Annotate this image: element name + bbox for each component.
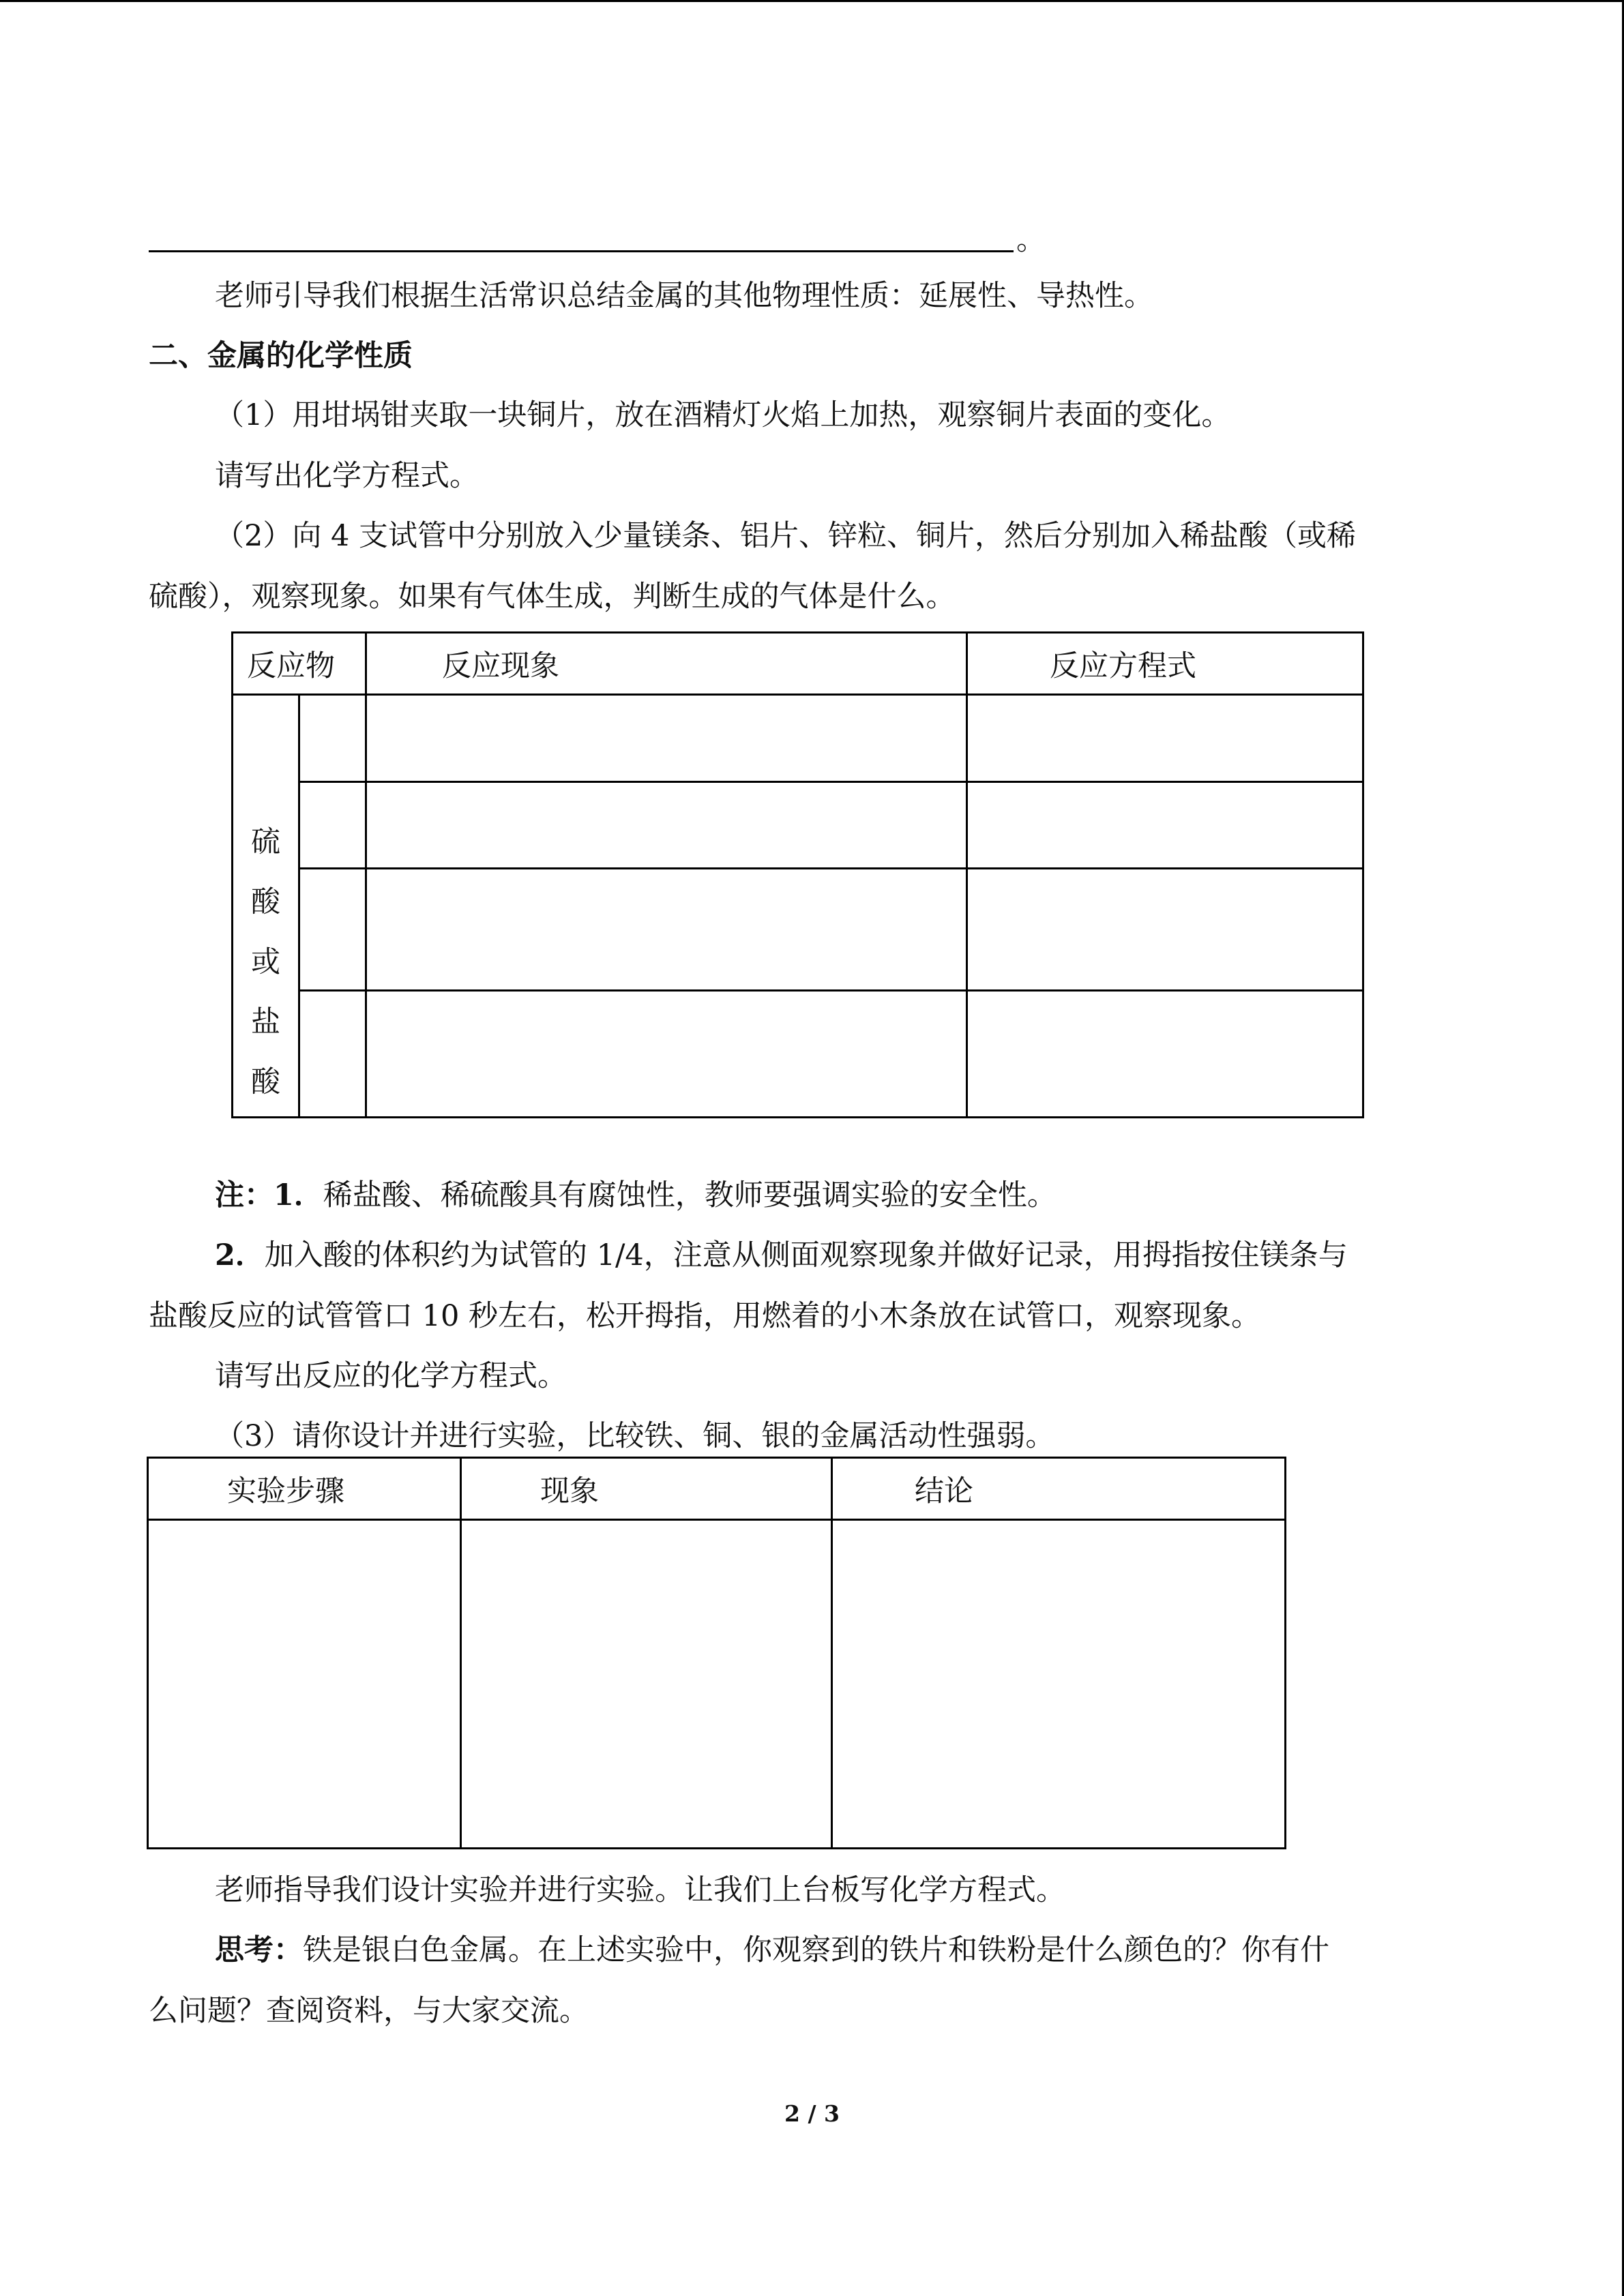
table-cell [832, 1520, 1286, 1849]
note2 [215, 1235, 1348, 1276]
acid-char: 硫 [251, 825, 280, 859]
teacher-summary-text: 老师引导我们根据生活常识总结金属的其他物理性质：延展性、导热性。 [215, 279, 1153, 313]
activity-experiment-table [147, 1457, 1286, 1849]
table-cell [299, 695, 366, 782]
table-cell [366, 695, 967, 782]
acid-label-cell [233, 695, 299, 1118]
table-cell [461, 1520, 832, 1849]
table-cell [967, 869, 1363, 991]
header-reactant: 反应物 [233, 633, 366, 695]
think-text: 铁是银白色金属。在上述实验中，你观察到的铁片和铁粉是什么颜色的？你有什 [303, 1933, 1329, 1967]
note2-label: 2． [215, 1238, 265, 1272]
think-label: 思考： [215, 1933, 303, 1967]
table-cell [967, 781, 1363, 869]
note2-line2: 盐酸反应的试管管口 10 秒左右，松开拇指，用燃着的小木条放在试管口，观察现象。 [149, 1299, 1261, 1333]
note1 [215, 1175, 1057, 1216]
table-cell [967, 991, 1363, 1118]
header-steps: 实验步骤 [148, 1458, 461, 1520]
table-cell [299, 781, 366, 869]
page-number: 2 / 3 [784, 2100, 840, 2127]
header-phenomenon: 反应现象 [366, 633, 967, 695]
step1-text: （1）用坩埚钳夹取一块铜片，放在酒精灯火焰上加热，观察铜片表面的变化。 [215, 398, 1231, 432]
header-conclusion: 结论 [832, 1458, 1286, 1520]
acid-reaction-table [231, 631, 1364, 1118]
acid-char: 酸 [251, 1065, 280, 1099]
blank-period: 。 [1016, 223, 1046, 257]
table-cell [967, 695, 1363, 782]
think-question [215, 1930, 1329, 1971]
note2-text: 加入酸的体积约为试管的 1/4，注意从侧面观察现象并做好记录，用拇指按住镁条与 [264, 1238, 1348, 1272]
table-cell [299, 991, 366, 1118]
note1-label: 注：1． [215, 1178, 323, 1212]
acid-char: 酸 [251, 885, 280, 919]
step2-text-line2: 硫酸），观察现象。如果有气体生成，判断生成的气体是什么。 [149, 580, 956, 614]
think-question-line2: 么问题？查阅资料，与大家交流。 [149, 1994, 589, 2028]
step3-text: （3）请你设计并进行实验，比较铁、铜、银的金属活动性强弱。 [215, 1419, 1055, 1453]
table-cell [299, 869, 366, 991]
table-cell [148, 1520, 461, 1849]
page-top-border [0, 0, 1624, 2]
section-heading-chemical-properties: 二、金属的化学性质 [149, 339, 413, 373]
step2-text-line1: （2）向 4 支试管中分别放入少量镁条、铝片、锌粒、铜片，然后分别加入稀盐酸（或稀 [215, 519, 1357, 553]
step1-prompt: 请写出化学方程式。 [215, 459, 479, 493]
answer-blank-line [149, 250, 1014, 252]
table-cell [366, 869, 967, 991]
reaction-prompt: 请写出反应的化学方程式。 [215, 1359, 567, 1393]
acid-char: 盐 [251, 1005, 280, 1039]
teacher-guide-text: 老师指导我们设计实验并进行实验。让我们上台板写化学方程式。 [215, 1873, 1065, 1907]
header-observation: 现象 [461, 1458, 832, 1520]
table-cell [366, 991, 967, 1118]
table-cell [366, 781, 967, 869]
acid-char: 或 [251, 945, 280, 979]
note1-text: 稀盐酸、稀硫酸具有腐蚀性，教师要强调实验的安全性。 [323, 1178, 1057, 1212]
header-equation: 反应方程式 [967, 633, 1363, 695]
